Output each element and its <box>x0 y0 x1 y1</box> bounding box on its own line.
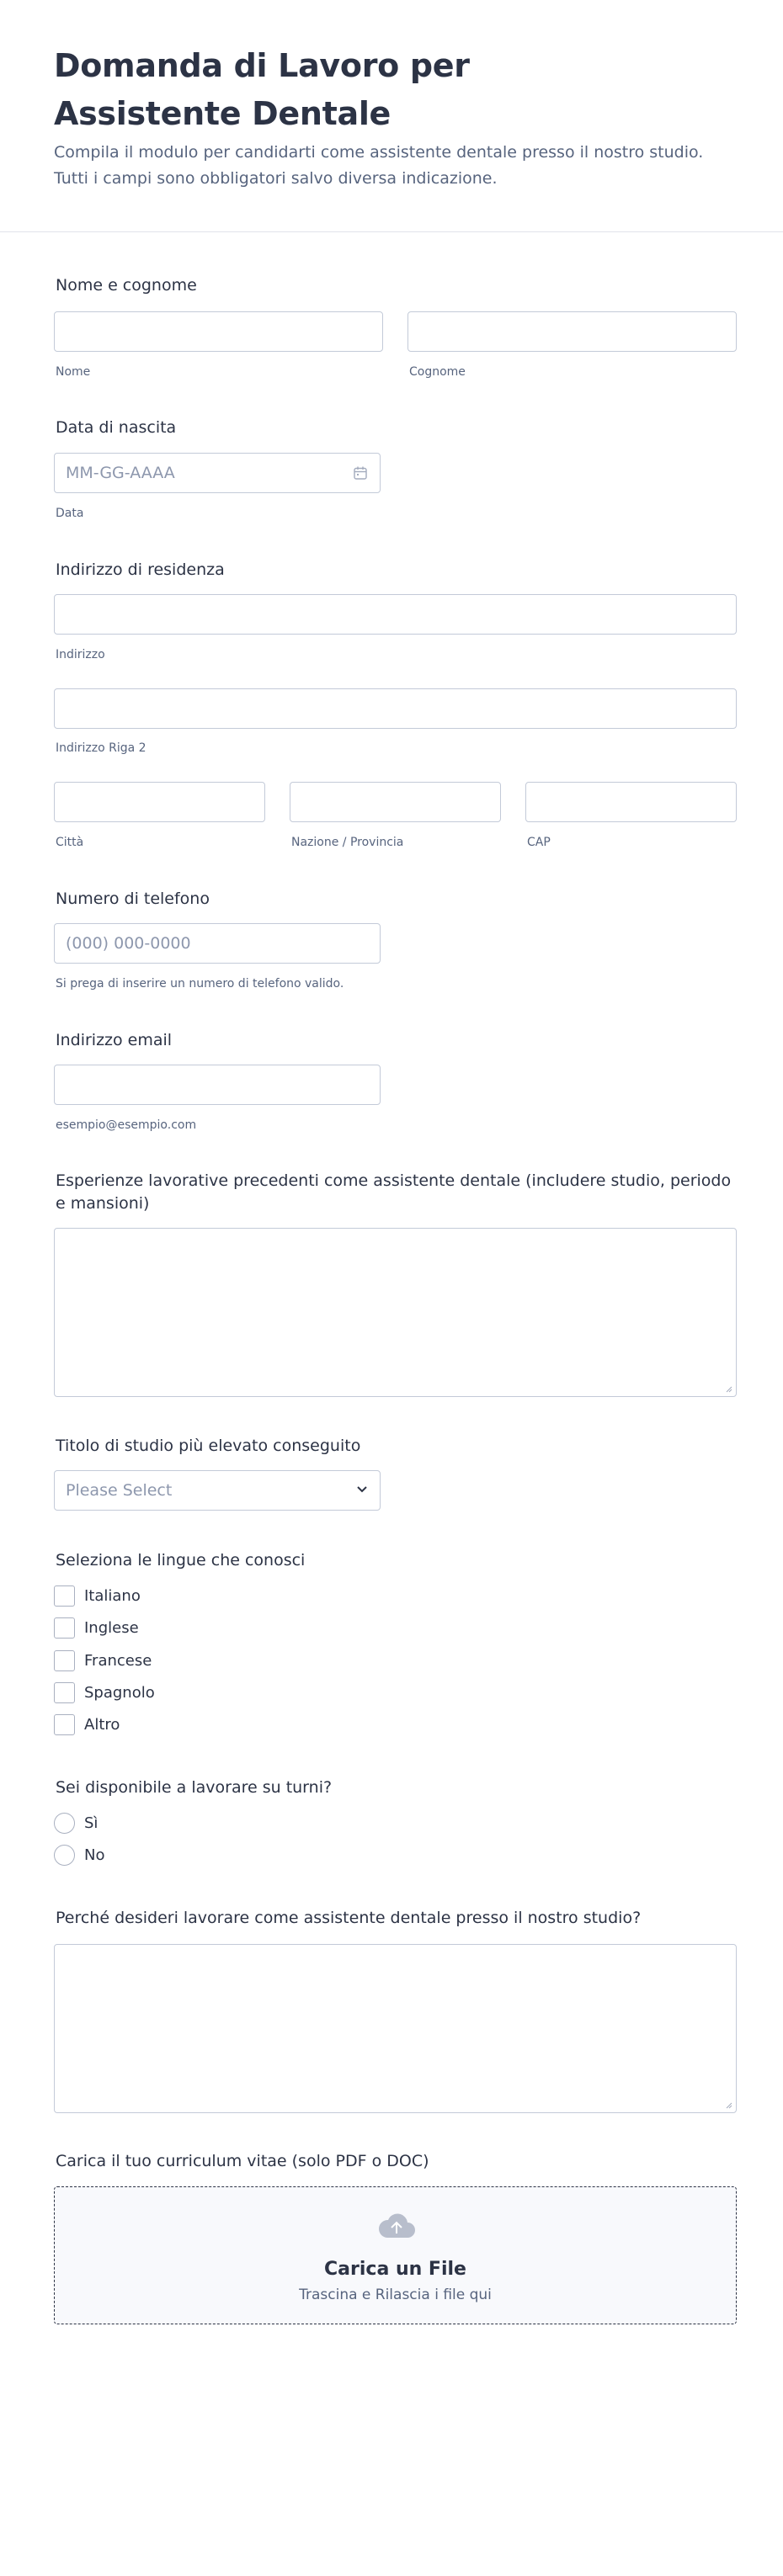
language-checkbox-spagnolo[interactable] <box>54 1682 75 1703</box>
language-option-label: Altro <box>84 1716 120 1734</box>
shifts-option-label: Sì <box>84 1814 99 1832</box>
education-select-value: Please Select <box>66 1481 173 1500</box>
phone-input[interactable] <box>54 923 381 964</box>
education-label: Titolo di studio più elevato conseguito <box>56 1437 361 1455</box>
education-select[interactable] <box>54 1470 381 1511</box>
shifts-radio-si[interactable] <box>54 1813 75 1834</box>
address-label: Indirizzo di residenza <box>56 560 225 579</box>
languages-label: Seleziona le lingue che conosci <box>56 1551 306 1570</box>
zip-input[interactable] <box>525 782 737 822</box>
first-name-sublabel: Nome <box>56 365 91 379</box>
address-line2-sublabel: Indirizzo Riga 2 <box>56 741 146 755</box>
form-header <box>0 0 783 232</box>
birth-date-input[interactable] <box>54 453 381 493</box>
shifts-label: Sei disponibile a lavorare su turni? <box>56 1778 333 1797</box>
birth-date-placeholder: MM-GG-AAAA <box>66 464 175 482</box>
language-checkbox-francese[interactable] <box>54 1650 75 1671</box>
phone-label: Numero di telefono <box>56 890 210 908</box>
address-line1-sublabel: Indirizzo <box>56 648 105 661</box>
shifts-option-label: No <box>84 1846 105 1864</box>
cv-label: Carica il tuo curriculum vitae (solo PDF o DOC) <box>56 2152 429 2170</box>
language-checkbox-altro[interactable] <box>54 1714 75 1735</box>
language-option-label: Spagnolo <box>84 1684 155 1702</box>
address-line2-input[interactable] <box>54 688 737 729</box>
language-checkbox-inglese[interactable] <box>54 1617 75 1639</box>
state-input[interactable] <box>290 782 501 822</box>
full-name-label: Nome e cognome <box>56 276 197 295</box>
city-input[interactable] <box>54 782 265 822</box>
email-input[interactable] <box>54 1065 381 1105</box>
motivation-label: Perché desideri lavorare come assistente dentale presso il nostro studio? <box>56 1909 642 1927</box>
address-line1-input[interactable] <box>54 594 737 635</box>
last-name-input[interactable] <box>407 311 737 352</box>
experience-textarea[interactable] <box>54 1228 737 1397</box>
language-option-label: Italiano <box>84 1587 141 1605</box>
motivation-textarea[interactable] <box>54 1944 737 2113</box>
first-name-input[interactable] <box>54 311 383 352</box>
zip-sublabel: CAP <box>527 836 551 849</box>
cv-upload-title: Carica un File <box>324 2259 466 2280</box>
birth-date-label: Data di nascita <box>56 418 177 437</box>
phone-sublabel: Si prega di inserire un numero di telefono valido. <box>56 977 344 991</box>
cv-upload-dropzone[interactable] <box>54 2186 737 2324</box>
email-label: Indirizzo email <box>56 1031 173 1049</box>
form-title: Domanda di Lavoro per Assistente Dentale <box>54 47 470 132</box>
language-checkbox-italiano[interactable] <box>54 1585 75 1607</box>
experience-label: Esperienze lavorative precedenti come assistente dentale (includere studio, periodo e mansioni) <box>56 1171 732 1213</box>
phone-placeholder: (000) 000-0000 <box>66 934 191 953</box>
city-sublabel: Città <box>56 836 84 849</box>
last-name-sublabel: Cognome <box>409 365 466 379</box>
chevron-down-icon <box>356 1485 368 1494</box>
state-sublabel: Nazione / Provincia <box>291 836 404 849</box>
language-option-label: Inglese <box>84 1619 139 1637</box>
form-description: Compila il modulo per candidarti come assistente dentale presso il nostro studio. Tutti i campi sono obbligatori salvo diversa indicazione. <box>54 143 704 188</box>
calendar-icon[interactable] <box>353 465 368 481</box>
resize-grip-icon[interactable] <box>726 2102 732 2109</box>
language-option-label: Francese <box>84 1652 152 1670</box>
cloud-upload-icon <box>377 2211 416 2239</box>
shifts-radio-no[interactable] <box>54 1845 75 1866</box>
resize-grip-icon[interactable] <box>726 1386 732 1393</box>
cv-upload-subtitle: Trascina e Rilascia i file qui <box>299 2287 492 2303</box>
birth-date-sublabel: Data <box>56 507 84 520</box>
email-sublabel: esempio@esempio.com <box>56 1118 197 1132</box>
